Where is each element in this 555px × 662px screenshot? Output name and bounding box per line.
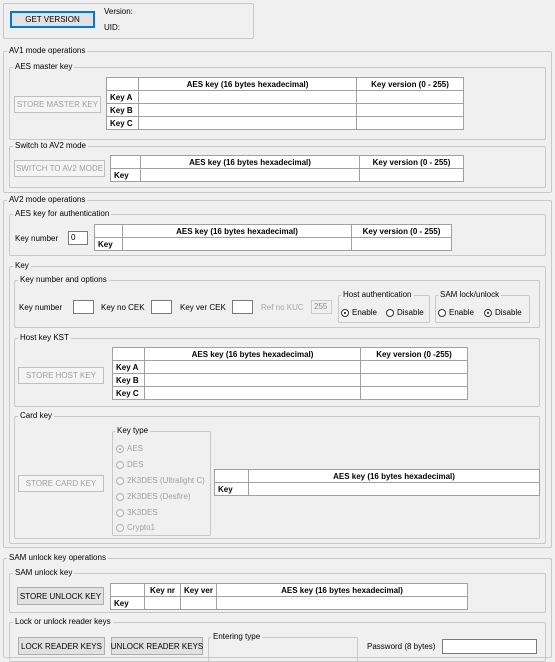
- radio-icon: [116, 461, 124, 469]
- sam-unlock-title: SAM unlock key operations: [9, 553, 106, 562]
- key-type-2k3des-desfire-radio[interactable]: [116, 492, 191, 501]
- lock-reader-keys-button[interactable]: LOCK READER KEYS: [18, 637, 105, 655]
- auth-key-title: AES key for authentication: [15, 209, 110, 218]
- col-aes-key: AES key (16 bytes hexadecimal): [141, 156, 360, 169]
- unlock-key-nr-input[interactable]: [145, 597, 181, 610]
- col-aes-key: AES key (16 bytes hexadecimal): [123, 225, 352, 238]
- radio-icon: [484, 309, 492, 317]
- key-type-aes-radio[interactable]: [116, 444, 143, 453]
- radio-label: 2K3DES (Desfire): [127, 492, 191, 501]
- unlock-key-ver-input[interactable]: [181, 597, 217, 610]
- radio-icon: [116, 524, 124, 532]
- host-key-c-version-input[interactable]: [361, 387, 468, 400]
- col-aes-key: AES key (16 bytes hexadecimal): [139, 78, 357, 91]
- store-master-key-button[interactable]: STORE MASTER KEY: [14, 96, 101, 113]
- host-key-a-version-input[interactable]: [361, 361, 468, 374]
- key-type-des-radio[interactable]: [116, 460, 143, 469]
- radio-label: Crypto1: [127, 523, 156, 532]
- master-key-b-version-input[interactable]: [357, 104, 464, 117]
- sam-unlock-key-title: SAM unlock key: [15, 568, 73, 577]
- col-key-version: Key version (0 - 255): [360, 156, 464, 169]
- switch-key-table: [110, 155, 464, 182]
- radio-label: 3K3DES: [127, 508, 158, 517]
- row-key: Key: [111, 597, 145, 610]
- col-aes-key: AES key (16 bytes hexadecimal): [145, 348, 361, 361]
- store-unlock-key-button[interactable]: STORE UNLOCK KEY: [17, 587, 104, 605]
- row-key-c: Key C: [113, 387, 145, 400]
- radio-icon: [438, 309, 446, 317]
- sam-lock-enable-radio[interactable]: [438, 308, 474, 317]
- host-key-title: Host key KST: [20, 333, 69, 342]
- host-key-b-version-input[interactable]: [361, 374, 468, 387]
- ref-no-kuc-label: Ref no KUC: [261, 303, 304, 312]
- radio-icon: [116, 477, 124, 485]
- radio-icon: [386, 309, 394, 317]
- master-key-a-version-input[interactable]: [357, 91, 464, 104]
- auth-key-number-input[interactable]: 0: [68, 231, 88, 245]
- switch-key-version-input[interactable]: [360, 169, 464, 182]
- radio-label: 2K3DES (Ultralight C): [127, 476, 205, 485]
- radio-icon: [116, 493, 124, 501]
- row-key-b: Key B: [113, 374, 145, 387]
- switch-to-av2-button[interactable]: SWITCH TO AV2 MODE: [14, 160, 105, 177]
- radio-icon: [341, 309, 349, 317]
- row-key-a: Key A: [107, 91, 139, 104]
- row-key-b: Key B: [107, 104, 139, 117]
- sam-lock-title: SAM lock/unlock: [440, 290, 500, 299]
- radio-label: Enable: [352, 308, 377, 317]
- av1-title: AV1 mode operations: [9, 46, 86, 55]
- card-key-input[interactable]: [249, 483, 540, 496]
- key-options-title: Key number and options: [20, 275, 107, 284]
- radio-icon: [116, 445, 124, 453]
- key-type-title: Key type: [117, 426, 149, 435]
- host-auth-disable-radio[interactable]: [386, 308, 424, 317]
- col-key-version: Key version (0 - 255): [352, 225, 452, 238]
- key-type-crypto1-radio[interactable]: [116, 523, 155, 532]
- master-key-b-input[interactable]: [139, 104, 357, 117]
- password-label: Password (8 bytes): [367, 642, 436, 651]
- card-key-title: Card key: [20, 411, 53, 420]
- auth-key-input[interactable]: [123, 238, 352, 251]
- key-no-cek-input[interactable]: [151, 300, 172, 314]
- radio-icon: [116, 509, 124, 517]
- unlock-reader-keys-button[interactable]: UNLOCK READER KEYS: [111, 637, 203, 655]
- key-number-input[interactable]: [73, 300, 94, 314]
- host-auth-title: Host authentication: [343, 290, 412, 299]
- key-group-title: Key: [15, 261, 29, 270]
- key-number-label: Key number: [19, 303, 63, 312]
- sam-unlock-key-table: [110, 583, 468, 610]
- row-key-a: Key A: [113, 361, 145, 374]
- key-ver-cek-input[interactable]: [232, 300, 253, 314]
- av2-title: AV2 mode operations: [9, 195, 86, 204]
- radio-label: Disable: [397, 308, 424, 317]
- radio-label: Enable: [449, 308, 474, 317]
- host-key-c-input[interactable]: [145, 387, 361, 400]
- key-no-cek-label: Key no CEK: [101, 303, 145, 312]
- unlock-key-input[interactable]: [217, 597, 468, 610]
- switch-key-input[interactable]: [141, 169, 360, 182]
- row-key: Key: [111, 169, 141, 182]
- row-key: Key: [95, 238, 123, 251]
- sam-lock-disable-radio[interactable]: [484, 308, 522, 317]
- col-aes-key: AES key (16 bytes hexadecimal): [217, 584, 468, 597]
- uid-label: UID:: [104, 23, 120, 32]
- ref-no-kuc-input[interactable]: 255: [311, 300, 332, 314]
- key-type-2k3des-ultralight-radio[interactable]: [116, 476, 205, 485]
- radio-label: AES: [127, 444, 144, 453]
- key-number-label: Key number: [15, 234, 59, 243]
- col-key-ver: Key ver: [181, 584, 217, 597]
- radio-label: Disable: [495, 308, 522, 317]
- host-auth-enable-radio[interactable]: [341, 308, 377, 317]
- master-key-table: [106, 77, 464, 130]
- entering-type-title: Entering type: [213, 632, 261, 641]
- col-aes-key: AES key (16 bytes hexadecimal): [249, 470, 540, 483]
- radio-label: DES: [127, 460, 144, 469]
- store-host-key-button[interactable]: STORE HOST KEY: [18, 367, 104, 384]
- key-type-3k3des-radio[interactable]: [116, 508, 158, 517]
- lock-reader-keys-title: Lock or unlock reader keys: [15, 617, 111, 626]
- row-key-c: Key C: [107, 117, 139, 130]
- master-key-c-input[interactable]: [139, 117, 357, 130]
- store-card-key-button[interactable]: STORE CARD KEY: [18, 475, 104, 492]
- col-key-version: Key version (0 - 255): [357, 78, 464, 91]
- master-key-c-version-input[interactable]: [357, 117, 464, 130]
- password-input[interactable]: [442, 639, 537, 654]
- host-key-b-input[interactable]: [145, 374, 361, 387]
- auth-key-version-input[interactable]: [352, 238, 452, 251]
- version-label: Version:: [104, 7, 133, 16]
- auth-key-table: [94, 224, 452, 251]
- host-key-a-input[interactable]: [145, 361, 361, 374]
- host-key-table: [112, 347, 468, 400]
- key-ver-cek-label: Key ver CEK: [180, 303, 226, 312]
- card-key-table: [214, 469, 540, 496]
- switch-av2-title: Switch to AV2 mode: [15, 141, 86, 150]
- get-version-button[interactable]: GET VERSION: [10, 11, 95, 28]
- master-key-a-input[interactable]: [139, 91, 357, 104]
- col-key-version: Key version (0 -255): [361, 348, 468, 361]
- row-key: Key: [215, 483, 249, 496]
- aes-master-key-title: AES master key: [15, 62, 73, 71]
- col-key-nr: Key nr: [145, 584, 181, 597]
